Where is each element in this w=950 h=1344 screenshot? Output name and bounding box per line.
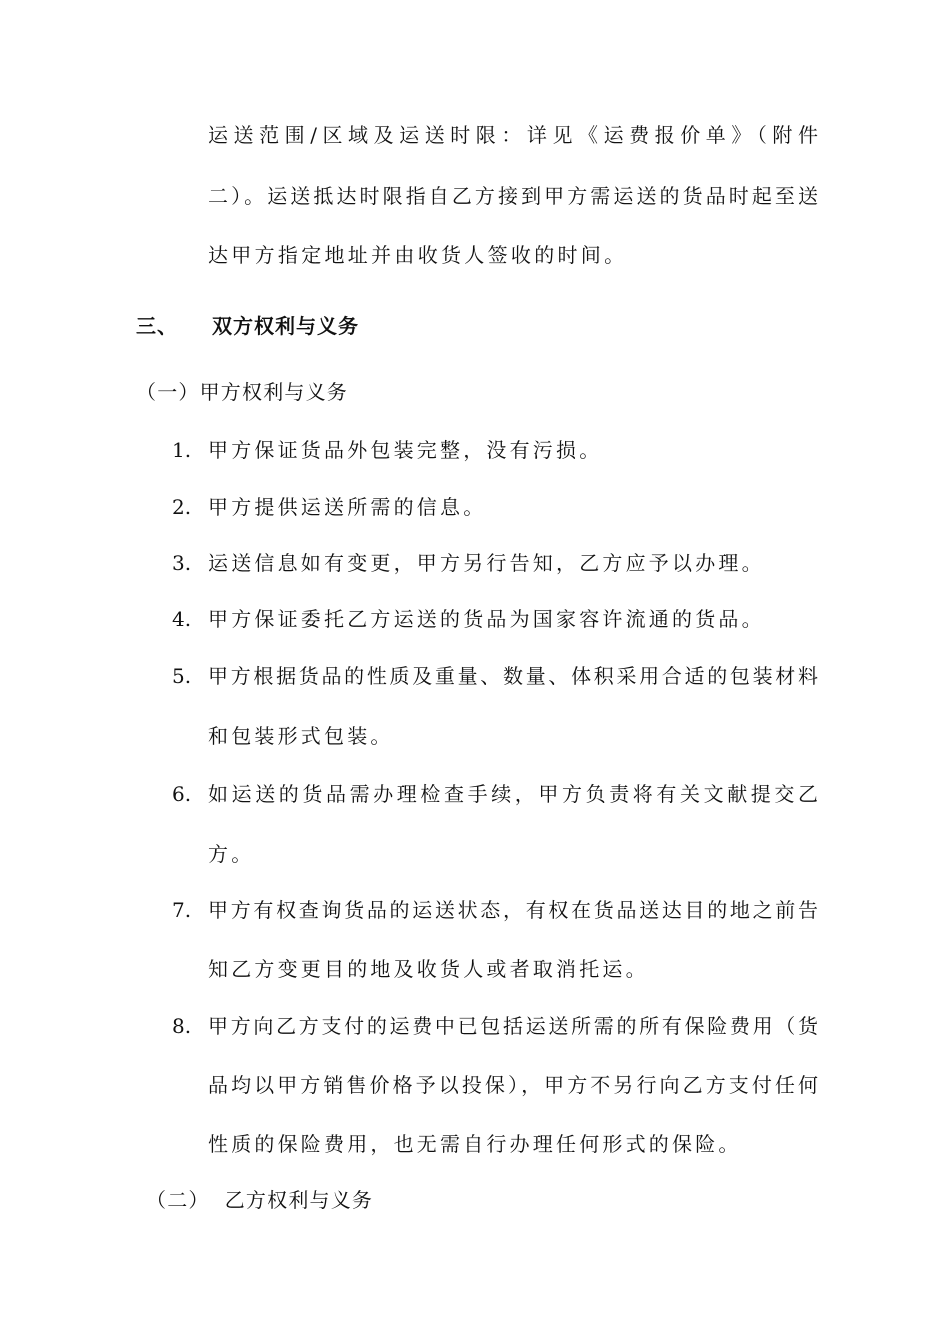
item-number: 7.	[172, 898, 192, 922]
item-text: 运送信息如有变更，甲方另行告知，乙方应予以办理。	[208, 551, 765, 575]
item-text: 品均以甲方销售价格予以投保），甲方不另行向乙方支付任何	[208, 1073, 818, 1097]
item-number: 4.	[172, 607, 192, 631]
item-number: 3.	[172, 551, 192, 575]
item-text: 甲方保证委托乙方运送的货品为国家容许流通的货品。	[208, 607, 765, 631]
item-text: 甲方保证货品外包装完整，没有污损。	[208, 438, 603, 462]
section-title: 双方权利与义务	[212, 314, 359, 338]
item-text: 甲方有权查询货品的运送状态，有权在货品送达目的地之前告	[208, 898, 818, 922]
item-text: 和包装形式包装。	[208, 724, 394, 748]
section-number: 三、	[136, 314, 178, 338]
intro-line-2: 二）。运送抵达时限指自乙方接到甲方需运送的货品时起至送	[208, 184, 818, 208]
item-text: 甲方提供运送所需的信息。	[208, 495, 487, 519]
item-text: 甲方根据货品的性质及重量、数量、体积采用合适的包装材料	[208, 664, 818, 688]
item-text: 甲方向乙方支付的运费中已包括运送所需的所有保险费用（货	[208, 1014, 818, 1038]
intro-line-3: 达甲方指定地址并由收货人签收的时间。	[208, 243, 628, 267]
item-number: 6.	[172, 782, 192, 806]
item-text: 性质的保险费用，也无需自行办理任何形式的保险。	[208, 1132, 742, 1156]
intro-line-1: 运送范围/区域及运送时限：详见《运费报价单》（附件	[208, 123, 818, 147]
part-b-heading: （二） 乙方权利与义务	[146, 1188, 374, 1212]
item-number: 2.	[172, 495, 192, 519]
item-text: 如运送的货品需办理检查手续，甲方负责将有关文献提交乙	[208, 782, 818, 806]
item-text: 方。	[208, 842, 255, 866]
item-number: 5.	[172, 664, 192, 688]
item-text: 知乙方变更目的地及收货人或者取消托运。	[208, 957, 649, 981]
item-number: 1.	[172, 438, 192, 462]
part-a-heading: （一）甲方权利与义务	[136, 380, 348, 404]
item-number: 8.	[172, 1014, 192, 1038]
